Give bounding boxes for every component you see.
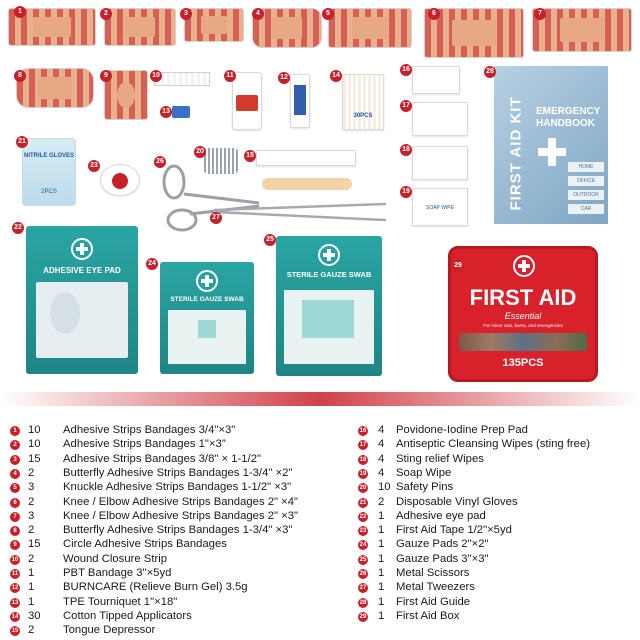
adhesive-strip-1x3 [104,8,176,46]
handbook-vertical-title: FIRST AID KIT [507,96,525,211]
tourniquet [172,106,190,118]
item-qty: 1 [378,609,385,622]
badge-22: 22 [12,222,24,234]
box-logo-icon [513,255,535,277]
item-desc: First Aid Guide [396,595,471,608]
badge-3: 3 [180,8,192,20]
item-number-badge: 14 [11,613,19,620]
item-number-badge: 8 [10,526,20,536]
item-number-badge: 19 [359,470,367,477]
item-qty: 1 [378,567,385,579]
handbook-tab-office: OFFICE [568,176,604,186]
badge-17: 17 [400,100,412,112]
item-number-badge: 21 [359,499,367,506]
item-desc: Gauze Pads 3"×3" [396,552,489,565]
item-number-badge: 1 [10,426,20,436]
first-aid-tape [100,164,140,196]
cotton-applicators [342,74,384,130]
badge-5: 5 [322,8,334,20]
item-desc: TPE Tourniquet 1"×18" [63,595,178,608]
badge-8: 8 [14,70,26,82]
item-number-badge: 3 [10,455,20,465]
badge-13: 13 [160,106,172,118]
badge-7: 7 [534,8,546,20]
badge-25: 25 [264,234,276,246]
emergency-handbook [494,66,608,224]
item-qty: 1 [28,595,35,608]
badge-26: 26 [154,156,166,168]
item-number-badge: 4 [10,469,20,479]
item-number-badge: 27 [359,585,367,592]
wound-closure-strip [154,72,210,86]
item-qty: 2 [28,624,35,637]
first-aid-box [448,246,598,382]
item-number-badge: 25 [359,556,367,563]
item-desc: Adhesive Strips Bandages 3/4"×3" [63,424,236,436]
item-qty: 2 [28,495,35,508]
gauze-small-window [168,310,246,364]
badge-10: 10 [150,70,162,82]
eye-pad-window [36,282,128,358]
badge-21: 21 [16,136,28,148]
item-qty: 10 [28,438,41,451]
item-number-badge: 28 [359,599,367,606]
badge-27: 27 [210,212,222,224]
item-desc: Soap Wipe [396,466,452,479]
item-desc: Disposable Vinyl Gloves [396,495,518,508]
knuckle-strip [328,8,412,48]
item-qty: 4 [378,452,385,465]
gloves-count: 2PCS [41,189,57,195]
item-number-badge: 16 [359,428,367,434]
item-desc: First Aid Box [396,609,460,622]
item-desc: Povidone-Iodine Prep Pad [396,424,528,436]
handbook-tab-outdoor: OUTDOOR [568,190,604,200]
item-desc: Adhesive eye pad [396,509,486,522]
badge-15: 15 [244,150,256,162]
gloves-label: NITRILE GLOVES [23,153,74,159]
cross-logo-icon [196,270,218,292]
applicator-count: 30PCS [353,113,373,119]
badge-24: 24 [146,258,158,270]
item-number-badge: 24 [359,542,367,549]
handbook-cross [538,138,566,166]
badge-4: 4 [252,8,264,20]
item-number-badge: 17 [359,442,367,449]
gauze-pads-2x2 [160,262,254,374]
item-desc: Antiseptic Cleansing Wipes (sting free) [396,438,591,451]
item-desc: Metal Tweezers [396,581,475,594]
item-number-badge: 2 [10,440,20,450]
gauze-pads-3x3 [276,236,382,376]
item-qty: 15 [28,538,41,551]
item-qty: 1 [378,524,385,537]
metal-tweezers [210,196,390,226]
box-count: 135PCS [502,357,544,369]
item-desc: Adhesive Strips Bandages 3/8" × 1-1/2" [63,452,261,465]
item-desc: First Aid Tape 1/2"×5yd [396,524,512,537]
item-desc: Adhesive Strips Bandages 1"×3" [63,438,226,451]
badge-23: 23 [88,160,100,172]
badge-14: 14 [330,70,342,82]
box-subtitle: Essential [504,311,542,321]
item-number-badge: 11 [11,571,19,577]
item-qty: 2 [28,524,35,537]
item-qty: 30 [28,609,41,622]
box-tagline: For minor cuts, burns, and emergencies [483,323,563,328]
item-number-badge: 29 [359,613,367,620]
item-qty: 10 [28,424,41,436]
item-desc: Wound Closure Strip [63,552,168,565]
badge-28: 28 [484,66,496,78]
item-number-badge: 6 [10,498,20,508]
item-number-badge: 5 [10,483,20,493]
cross-logo-icon [318,244,340,266]
item-qty: 10 [378,481,391,494]
item-qty: 1 [378,538,385,551]
box-title: FIRST AID [469,285,577,310]
item-desc: PBT Bandage 3"×5yd [63,567,172,579]
item-qty: 15 [28,452,41,465]
item-number-badge: 22 [359,513,367,520]
badge-11: 11 [224,70,236,82]
cross-logo-icon [71,238,93,260]
contents-list-right [358,424,636,626]
pbt-bandage [232,72,262,130]
handbook-tab-home: HOME [568,162,604,172]
knee-elbow-strip-2x3 [532,8,632,52]
adhesive-strip-3-8 [184,8,244,42]
item-desc: Gauze Pads 2"×2" [396,538,489,551]
item-number-badge: 23 [359,528,367,535]
badge-2: 2 [100,8,112,20]
item-number-badge: 15 [11,628,19,635]
tongue-depressor-pack [256,150,356,166]
adhesive-eye-pad [26,226,138,374]
item-qty: 1 [378,595,385,608]
badge-18: 18 [400,144,412,156]
povidone-iodine-pad [412,66,460,94]
handbook-heading: EMERGENCY HANDBOOK [536,106,601,129]
item-number-badge: 10 [11,556,19,563]
item-desc: Cotton Tipped Applicators [63,609,192,622]
item-number-badge: 18 [359,456,367,463]
vinyl-gloves [22,138,76,206]
item-qty: 2 [378,495,385,508]
item-qty: 3 [28,509,35,522]
item-desc: Safety Pins [396,481,454,494]
sting-relief-wipe [412,146,468,180]
badge-19: 19 [400,186,412,198]
item-desc: Tongue Depressor [63,624,156,637]
item-qty: 2 [28,552,35,565]
gauze-large-label: STERILE GAUZE SWAB [286,270,372,279]
badge-16: 16 [400,64,412,76]
item-number-badge: 20 [359,485,367,492]
item-number-badge: 26 [359,571,367,577]
item-qty: 1 [378,552,385,565]
tongue-depressor [262,178,352,190]
item-qty: 1 [378,509,385,522]
red-divider [0,392,640,406]
item-qty: 1 [28,581,35,594]
item-desc: Knee / Elbow Adhesive Strips Bandages 2" ×3" [63,509,299,522]
item-number-badge: 12 [11,585,19,592]
item-qty: 4 [378,424,385,436]
item-qty: 1 [378,581,385,594]
item-desc: Knuckle Adhesive Strips Bandages 1-1/2" ×3" [63,481,292,494]
gauze-large-window [284,290,374,364]
soap-wipe [412,188,468,226]
item-number-badge: 13 [11,599,19,606]
badge-6: 6 [428,8,440,20]
eye-pad-label: ADHESIVE EYE PAD [43,266,121,275]
item-desc: Circle Adhesive Strips Bandages [63,538,227,551]
box-photo-strip [459,333,587,351]
item-qty: 4 [378,466,385,479]
item-desc: BURNCARE (Relieve Burn Gel) 3.5g [63,581,248,594]
badge-9: 9 [100,70,112,82]
item-desc: Butterfly Adhesive Strips Bandages 1-3/4" ×2" [63,466,293,479]
item-qty: 4 [378,438,385,451]
handbook-tab-car: CAR [568,204,604,214]
item-desc: Knee / Elbow Adhesive Strips Bandages 2" ×4" [63,495,299,508]
badge-12: 12 [278,72,290,84]
badge-29: 29 [452,260,464,272]
item-number-badge: 7 [10,512,20,522]
item-qty: 3 [28,481,35,494]
butterfly-strip-2 [16,68,94,108]
item-qty: 2 [28,466,35,479]
item-desc: Butterfly Adhesive Strips Bandages 1-3/4" ×3" [63,524,293,537]
burn-gel [290,74,310,128]
item-desc: Metal Scissors [396,567,470,579]
soap-wipe-label: SOAP WIPE [426,205,454,211]
contents-list-left [10,424,355,640]
gauze-small-label: STERILE GAUZE SWAB [170,296,244,303]
item-number-badge: 9 [10,540,20,550]
badge-1: 1 [14,6,26,18]
antiseptic-wipe [412,102,468,136]
item-desc: Sting relief Wipes [396,452,484,465]
badge-20: 20 [194,146,206,158]
item-qty: 1 [28,567,35,579]
